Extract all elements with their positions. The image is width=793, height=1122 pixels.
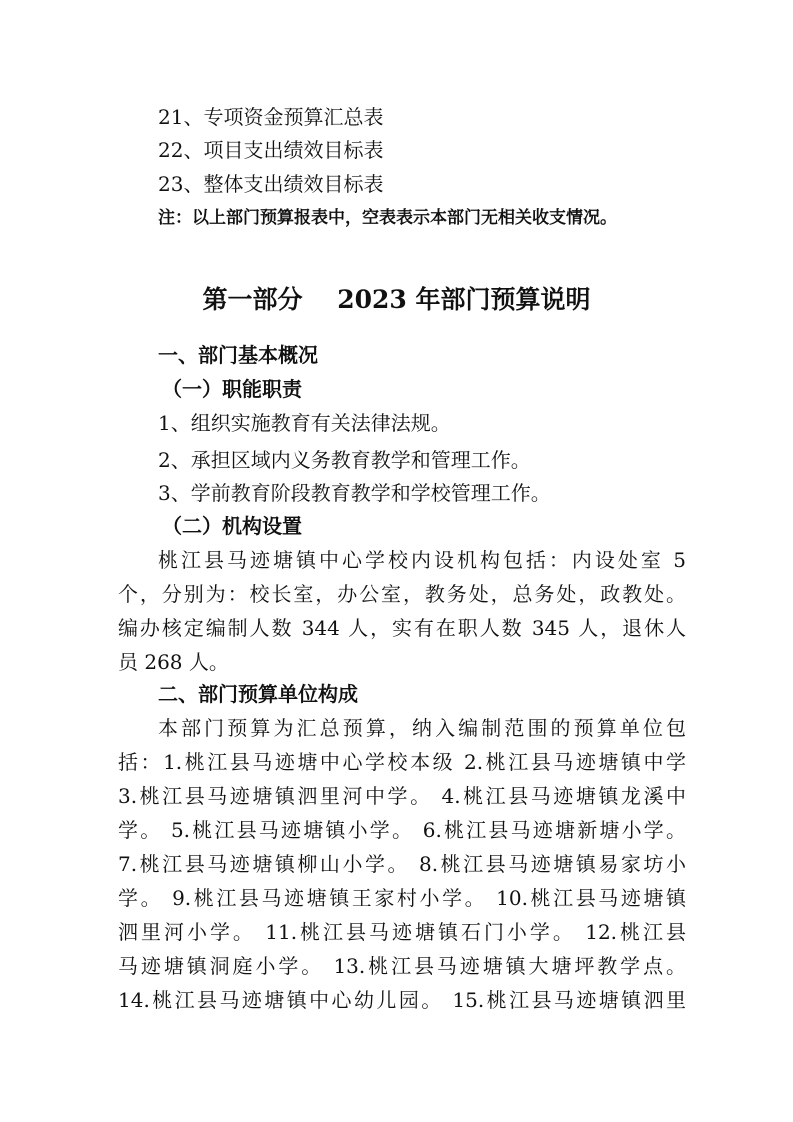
paragraph-line: 编办核定编制人数 344 人，实有在职人数 345 人，退休人 <box>118 616 686 640</box>
list-item: 22、项目支出绩效目标表 <box>158 138 384 162</box>
subsection-heading: （二）机构设置 <box>162 514 302 538</box>
duty-item: 3、学前教育阶段教育教学和学校管理工作。 <box>158 481 551 505</box>
paragraph-line: 14.桃江县马迹塘镇中心幼儿园。 15.桃江县马迹塘镇泗里 <box>118 988 686 1012</box>
paragraph-line: 7.桃江县马迹塘镇柳山小学。 8.桃江县马迹塘镇易家坊小 <box>118 852 686 876</box>
paragraph-line: 学。 9.桃江县马迹塘镇王家村小学。 10.桃江县马迹塘镇 <box>118 886 686 910</box>
paragraph-line: 员 268 人。 <box>118 650 229 674</box>
section-heading: 二、部门预算单位构成 <box>158 682 358 706</box>
paragraph-line: 3.桃江县马迹塘镇泗里河中学。 4.桃江县马迹塘镇龙溪中 <box>118 784 686 808</box>
part-title: 第一部分 2023 年部门预算说明 <box>202 285 591 314</box>
duty-item: 2、承担区域内义务教育教学和管理工作。 <box>158 448 531 472</box>
paragraph-line: 括：1.桃江县马迹塘中心学校本级 2.桃江县马迹塘镇中学 <box>118 750 686 774</box>
list-item: 23、整体支出绩效目标表 <box>158 172 384 196</box>
paragraph-line: 泗里河小学。 11.桃江县马迹塘镇石门小学。 12.桃江县 <box>118 920 686 944</box>
paragraph-line: 本部门预算为汇总预算，纳入编制范围的预算单位包 <box>158 716 686 740</box>
note: 注：以上部门预算报表中，空表表示本部门无相关收支情况。 <box>158 208 617 228</box>
paragraph-line: 个，分别为：校长室，办公室，教务处，总务处，政教处。 <box>118 582 686 606</box>
paragraph-line: 马迹塘镇洞庭小学。 13.桃江县马迹塘镇大塘坪教学点。 <box>118 954 686 978</box>
paragraph-line: 学。 5.桃江县马迹塘镇小学。 6.桃江县马迹塘新塘小学。 <box>118 818 686 842</box>
duty-item: 1、组织实施教育有关法律法规。 <box>158 411 451 435</box>
list-item: 21、专项资金预算汇总表 <box>158 105 384 129</box>
subsection-heading: （一）职能职责 <box>162 377 302 401</box>
paragraph-line: 桃江县马迹塘镇中心学校内设机构包括：内设处室 5 <box>158 548 686 572</box>
section-heading: 一、部门基本概况 <box>158 343 318 367</box>
